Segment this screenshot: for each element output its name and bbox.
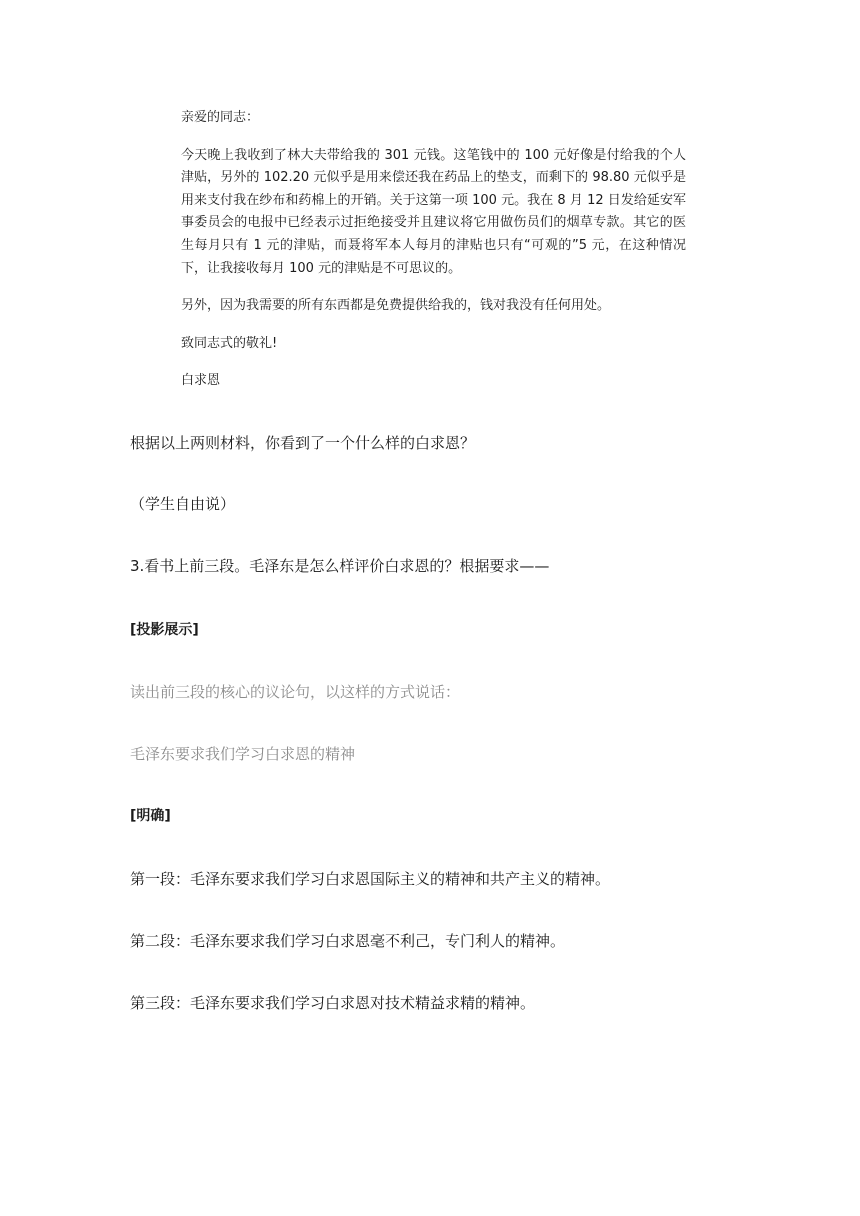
question-text: 根据以上两则材料，你看到了一个什么样的白求恩？ (130, 434, 476, 452)
projection-label: [投影展示] (130, 622, 199, 638)
example-sentence: 毛泽东要求我们学习白求恩的精神 (130, 745, 356, 763)
letter-closing: 致同志式的敬礼! (181, 335, 278, 351)
paragraph-summary-2: 第二段：毛泽东要求我们学习白求恩毫不利己，专门利人的精神。 (130, 932, 566, 950)
paragraph-summary-3: 第三段：毛泽东要求我们学习白求恩对技术精益求精的精神。 (130, 994, 536, 1012)
paragraph-summary-1: 第一段：毛泽东要求我们学习白求恩国际主义的精神和共产主义的精神。 (130, 870, 611, 888)
letter-body: 今天晚上我收到了林大夫带给我的 301 元钱。这笔钱中的 100 元好像是付给我的个人津贴，另外的 102.20 元似乎是用来偿还我在药品上的垫支，而剩下的 98.80 元似乎是用来支付我在纱布和药棉上的开销。关于这第一项 100 元。我在 8 月 12 日发给延安军事委员会的电报中已经表示过拒绝接受并且建议将它用做伤员们的烟草专款。其它的医生每月只有 1 元的津贴，而聂将军本人每月的津贴也只有“可观的”5 元，在这种情况下，让我接收每月 100 元的津贴是不可思议的。 (181, 147, 686, 276)
instruction-text: 读出前三段的核心的议论句，以这样的方式说话： (130, 683, 461, 701)
letter-body-2: 另外，因为我需要的所有东西都是免费提供给我的，钱对我没有任何用处。 (181, 298, 611, 314)
letter-signature: 白求恩 (181, 373, 221, 389)
student-note: （学生自由说） (130, 495, 236, 513)
letter-block (181, 107, 686, 393)
clarify-label: [明确] (130, 808, 171, 824)
item-3-text: 3.看书上前三段。毛泽东是怎么样评价白求恩的？根据要求—— (130, 557, 550, 575)
letter-salutation: 亲爱的同志： (181, 110, 260, 125)
